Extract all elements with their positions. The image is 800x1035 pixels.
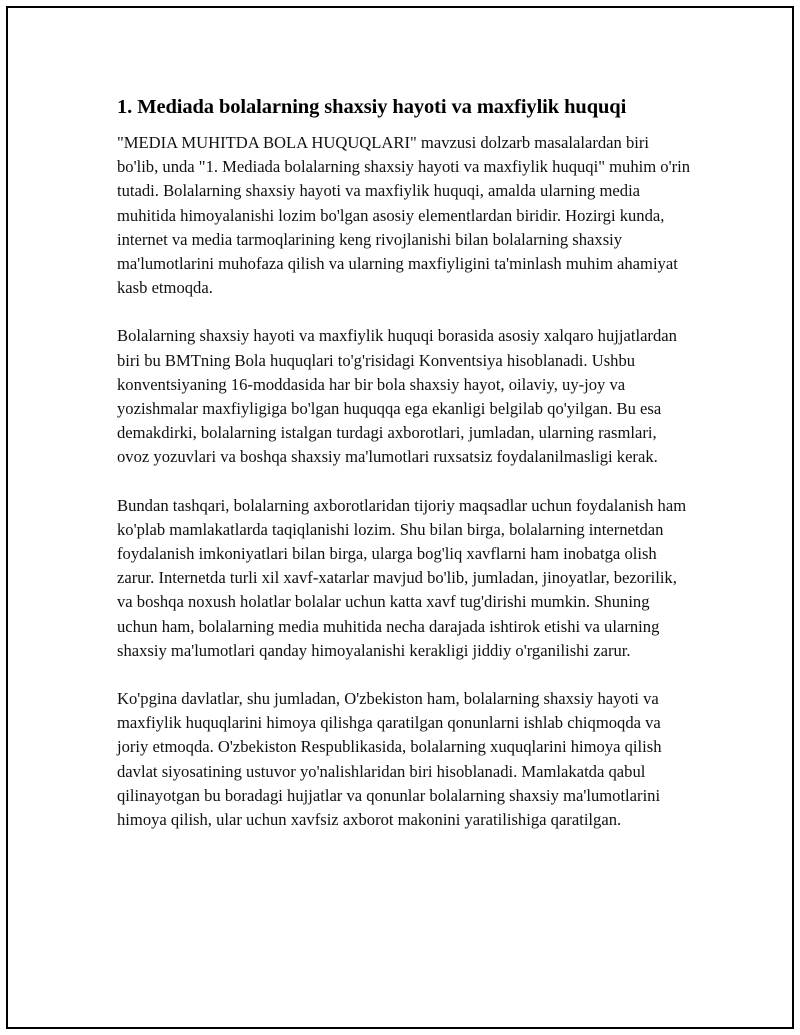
paragraph-3: Bundan tashqari, bolalarning axborotlaridan tijoriy maqsadlar uchun foydalanish ham ko'plab mamlakatlarda taqiqlanishi lozim. Shu bilan birga, bolalarning internetdan foydalanish imkoniyatlari bilan birga, ularga bog'liq xavflarni ham inobatga olish zarur. Internetda turli xil xavf-xatarlar mavjud bo'lib, jumladan, jinoyatlar, bezorilik, va boshqa noxush holatlar bolalar uchun katta xavf tug'dirishi mumkin. Shuning uchun ham, bolalarning media muhitida necha darajada ishtirok etishi va ularning shaxsiy ma'lumotlari qanday himoyalanishi kerakligi jiddiy o'rganilishi zarur. [117,495,687,660]
paragraph-1: "MEDIA MUHITDA BOLA HUQUQLARI" mavzusi dolzarb masalalardan biri bo'lib, unda "1. Mediada bolalarning shaxsiy hayoti va maxfiylik huquqi" muhim o'rin tutadi. Bolalarning shaxsiy hayoti va maxfiylik huquqi, amalda ularning media muhitida himoyalanishi lozim bo'lgan asosiy elementlardan biridir. Hozirgi kunda, internet va media tarmoqlarining keng rivojlanishi bilan bolalarning shaxsiy ma'lumotlarini muhofaza qilish va ularning maxfiyligini ta'minlash muhim ahamiyat kasb etmoqda. [117,133,691,298]
section-heading: 1. Mediada bolalarning shaxsiy hayoti va maxfiylik huquqi [117,96,627,118]
document-body [117,93,692,856]
paragraph-4: Ko'pgina davlatlar, shu jumladan, O'zbekiston ham, bolalarning shaxsiy hayoti va maxfiylik huquqlarini himoya qilishga qaratilgan qonunlarni ishlab chiqmoqda va joriy etmoqda. O'zbekiston Respublikasida, bolalarning xuquqlarini himoya qilish davlat siyosatining ustuvor yo'nalishlaridan biri hisoblanadi. Mamlakatda qabul qilinayotgan bu boradagi hujjatlar va qonunlar bolalarning shaxsiy ma'lumotlarini himoya qilish, ular uchun xavfsiz axborot makonini yaratilishiga qaratilgan. [117,689,662,830]
paragraph-2: Bolalarning shaxsiy hayoti va maxfiylik huquqi borasida asosiy xalqaro hujjatlardan biri bu BMTning Bola huquqlari to'g'risidagi Konventsiya hisoblanadi. Ushbu konventsiyaning 16-moddasida har bir bola shaxsiy hayot, oilaviy, uy-joy va yozishmalar maxfiyligiga bo'lgan huquqqa ega ekanligi belgilab qo'yilgan. Bu esa demakdirki, bolalarning istalgan turdagi axborotlari, jumladan, ularning rasmlari, ovoz yozuvlari va boshqa shaxsiy ma'lumotlari ruxsatsiz foydalanilmasligi kerak. [117,326,677,467]
